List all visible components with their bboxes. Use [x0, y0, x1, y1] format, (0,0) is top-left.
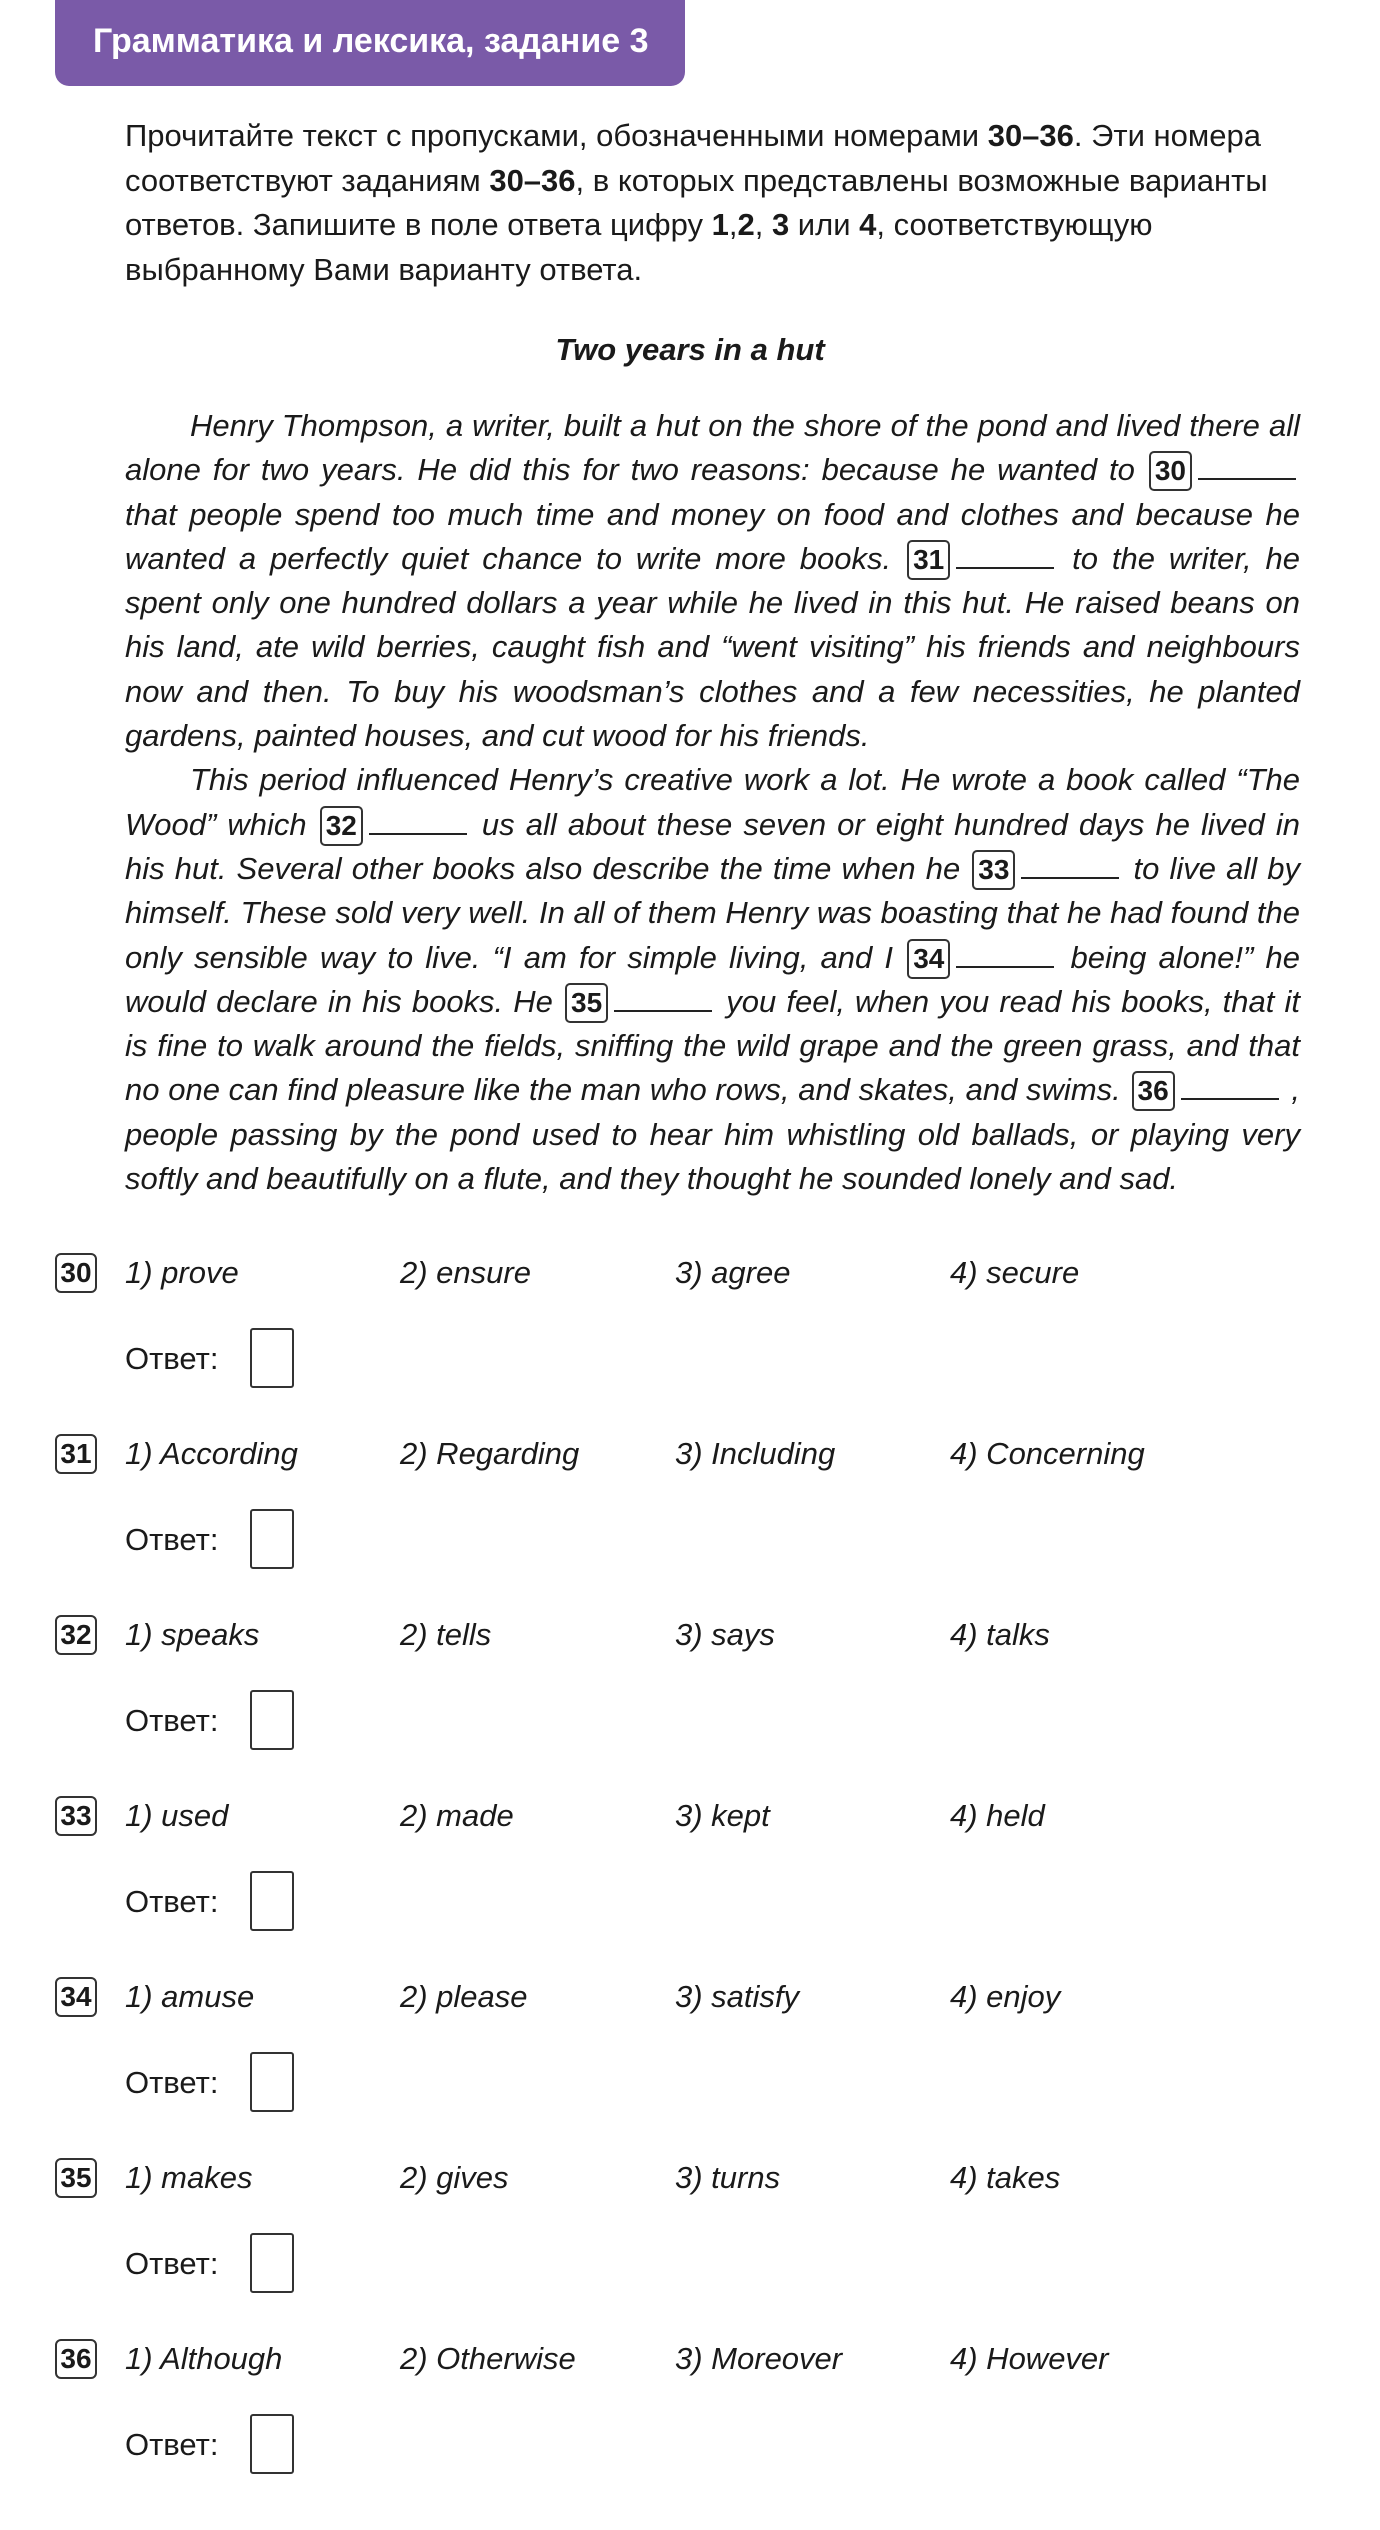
gap-number: 32 [320, 806, 363, 846]
question-30 [0, 1253, 1380, 1433]
answer-option-3: 3) Including [675, 1436, 836, 1471]
answer-option-2: 2) gives [400, 2160, 509, 2195]
instructions-run: , [754, 207, 772, 242]
text-paragraph [125, 404, 1300, 758]
answer-option-1: 1) According [125, 1436, 298, 1471]
answer-option-2: 2) made [400, 1798, 514, 1833]
answer-option-4: 4) Concerning [950, 1436, 1145, 1471]
question-number: 32 [55, 1615, 97, 1655]
answer-input-box[interactable] [250, 2414, 294, 2474]
instructions-run: 30–36 [489, 162, 576, 198]
answer-label: Ответ: [125, 1703, 219, 1738]
instructions [125, 114, 1325, 292]
text-title: Two years in a hut [555, 332, 825, 367]
question-number: 34 [55, 1977, 97, 2017]
question-number: 35 [55, 2158, 97, 2198]
gap-blank [1021, 876, 1119, 879]
answer-option-3: 3) kept [675, 1798, 770, 1833]
answer-label: Ответ: [125, 2246, 219, 2281]
text-run: This period influenced Henry’s creative work a lot. He wrote a book called “The Wood” which [125, 762, 1300, 842]
answer-input-box[interactable] [250, 1509, 294, 1569]
answer-option-1: 1) makes [125, 2160, 253, 2195]
answer-option-4: 4) talks [950, 1617, 1050, 1652]
gap-blank [956, 566, 1054, 569]
instructions-run: или [789, 207, 860, 242]
answer-label: Ответ: [125, 1884, 219, 1919]
question-36 [0, 2339, 1380, 2519]
task-header-title: Грамматика и лексика, задание 3 [93, 22, 649, 60]
answer-option-2: 2) Regarding [400, 1436, 580, 1471]
instructions-run: 30–36 [987, 118, 1074, 153]
answer-option-4: 4) held [950, 1798, 1045, 1833]
text-run: that people spend too much time and money on food and clothes and because he wanted a perfectly quiet chance to write more books. [125, 496, 1300, 576]
instructions-run: 4 [859, 207, 877, 242]
instructions-run: , [728, 207, 738, 242]
text-run: us all about these seven or eight hundred days he lived in his hut. Several other books also describe the time when he [125, 806, 1300, 886]
gap-blank [1198, 477, 1296, 480]
answer-option-4: 4) However [950, 2341, 1109, 2376]
instructions-run: , соответствующую выбранному Вами варианту ответа. [125, 207, 1153, 287]
answer-option-3: 3) turns [675, 2160, 781, 2195]
gap-blank [369, 832, 467, 835]
answer-input-box[interactable] [250, 2233, 294, 2293]
answer-option-1: 1) Although [125, 2341, 283, 2376]
instructions-run: 3 [771, 207, 790, 242]
answer-option-3: 3) satisfy [675, 1979, 800, 2014]
answer-input-box[interactable] [250, 1871, 294, 1931]
gap-number: 33 [972, 850, 1015, 890]
answer-label: Ответ: [125, 1341, 219, 1376]
instructions-run: Прочитайте текст с пропусками, обозначенными номерами [125, 118, 988, 153]
answer-option-2: 2) ensure [400, 1255, 531, 1290]
answer-option-1: 1) used [125, 1798, 229, 1833]
instructions-run: , в которых представлены возможные варианты ответов. Запишите в поле ответа цифру [125, 162, 1268, 242]
instructions-run: 2 [737, 207, 755, 242]
question-31 [0, 1434, 1380, 1614]
answer-input-box[interactable] [250, 1328, 294, 1388]
text-run: being alone!” he would declare in his books. He [125, 939, 1300, 1019]
answer-option-1: 1) amuse [125, 1979, 255, 2014]
text-run: , people passing by the pond used to hear him whistling old ballads, or playing very softly and beautifully on a flute, and they thought he sounded lonely and sad. [125, 1072, 1300, 1197]
answer-input-box[interactable] [250, 2052, 294, 2112]
question-number: 30 [55, 1253, 97, 1293]
answer-option-4: 4) enjoy [950, 1979, 1061, 2014]
gap-number: 35 [565, 983, 608, 1023]
question-number: 36 [55, 2339, 97, 2379]
question-33 [0, 1796, 1380, 1976]
answer-option-4: 4) takes [950, 2160, 1061, 2195]
answer-label: Ответ: [125, 1522, 219, 1557]
gap-number: 30 [1149, 451, 1192, 491]
gap-number: 31 [907, 540, 950, 580]
instructions-run: . Эти номера соответствуют заданиям [125, 118, 1261, 198]
text-run: to live all by himself. These sold very well. In all of them Henry was boasting that he had found the only sensible way to live. “I am for simple living, and I [125, 850, 1301, 975]
answer-option-2: 2) Otherwise [400, 2341, 576, 2376]
gap-number: 36 [1132, 1071, 1175, 1111]
answer-label: Ответ: [125, 2065, 219, 2100]
reading-text [125, 404, 1300, 1201]
gap-number: 34 [907, 939, 950, 979]
text-run: to the writer, he spent only one hundred dollars a year while he lived in this hut. He raised beans on his land, ate wild berries, caught fish and “went visiting” his friends and neighbours now and then. To buy his woodsman’s clothes and a few necessities, he planted gardens, painted houses, and cut wood for his friends. [125, 540, 1300, 754]
task-header [55, 0, 685, 86]
question-32 [0, 1615, 1380, 1795]
answer-option-1: 1) prove [125, 1255, 239, 1290]
answer-option-4: 4) secure [950, 1255, 1080, 1290]
gap-blank [1181, 1097, 1279, 1100]
answer-option-2: 2) please [400, 1979, 528, 2014]
answer-option-1: 1) speaks [125, 1617, 260, 1652]
text-run: Henry Thompson, a writer, built a hut on the shore of the pond and lived there all alone for two years. He did this for two reasons: because he wanted to [125, 408, 1300, 488]
text-run: you feel, when you read his books, that it is fine to walk around the fields, sniffing the wild grape and the green grass, and that no one can find pleasure like the man who rows, and skates, and swims. [125, 983, 1300, 1108]
gap-blank [956, 965, 1054, 968]
question-34 [0, 1977, 1380, 2157]
gap-blank [614, 1009, 712, 1012]
question-number: 31 [55, 1434, 97, 1474]
answer-option-3: 3) agree [675, 1255, 791, 1290]
answer-option-3: 3) says [675, 1617, 775, 1652]
answer-option-2: 2) tells [400, 1617, 492, 1652]
question-number: 33 [55, 1796, 97, 1836]
question-35 [0, 2158, 1380, 2338]
text-paragraph [125, 758, 1300, 1201]
answer-option-3: 3) Moreover [675, 2341, 843, 2376]
answer-label: Ответ: [125, 2427, 219, 2462]
answer-input-box[interactable] [250, 1690, 294, 1750]
instructions-run: 1 [711, 207, 729, 242]
